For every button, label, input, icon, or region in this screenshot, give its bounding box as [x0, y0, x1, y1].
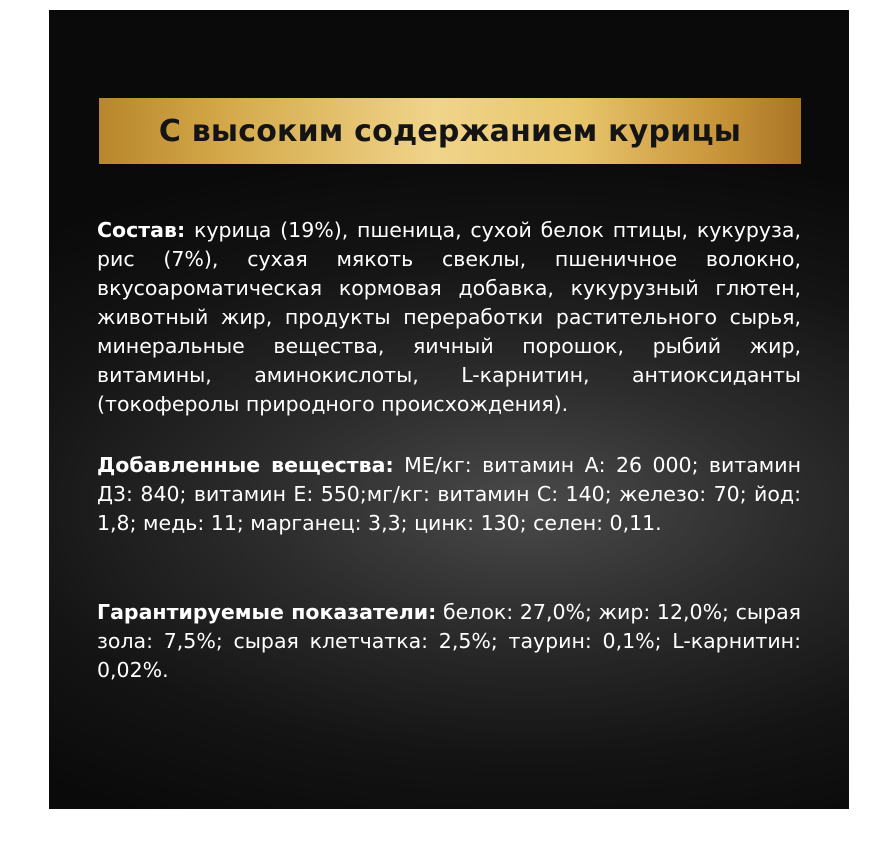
additives-label: Добавленные вещества:	[97, 453, 394, 477]
composition-section	[97, 216, 801, 419]
title-banner	[99, 98, 801, 164]
composition-text: курица (19%), пшеница, сухой белок птицы, кукуруза, рис (7%), сухая мякоть свеклы, пшеничное волокно, вкусоароматическая кормовая добавка, кукурузный глютен, животный жир, продукты переработки растительного сырья, минеральные вещества, яичный порошок, рыбий жир, витамины, аминокислоты, L-карнитин, антиоксиданты (токоферолы природного происхождения).	[97, 218, 801, 416]
composition-label: Состав:	[97, 218, 186, 242]
guaranteed-text: белок: 27,0%; жир: 12,0%; сырая зола: 7,5%; сырая клетчатка: 2,5%; таурин: 0,1%; L-карнитин: 0,02%.	[97, 600, 801, 682]
additives-section	[97, 451, 801, 538]
guaranteed-section	[97, 598, 801, 685]
guaranteed-label: Гарантируемые показатели:	[97, 600, 437, 624]
banner-title: С высоким содержанием курицы	[158, 113, 742, 149]
additives-text: МЕ/кг: витамин А: 26 000; витамин Д3: 840; витамин Е: 550;мг/кг: витамин С: 140; железо: 70; йод: 1,8; медь: 11; марганец: 3,3; цинк: 130; селен: 0,11.	[97, 453, 801, 535]
product-info-panel	[49, 10, 849, 809]
